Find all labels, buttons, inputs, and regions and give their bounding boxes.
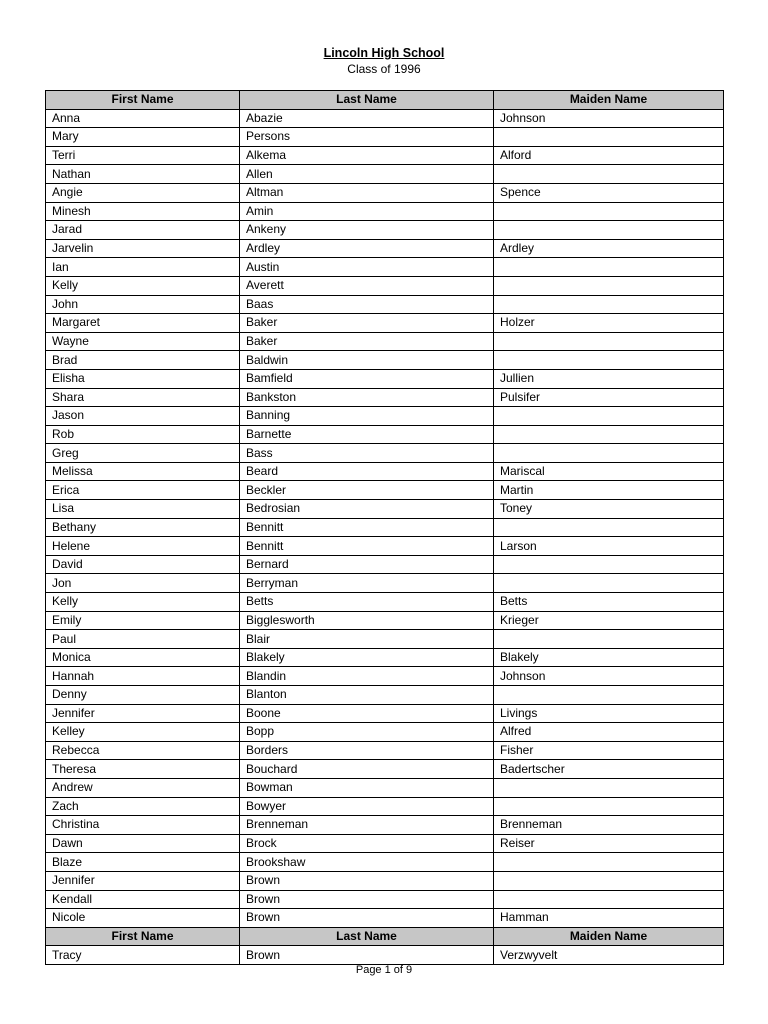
last-name-cell: Blair <box>240 630 494 649</box>
maiden-name-cell <box>494 425 724 444</box>
table-row <box>46 946 724 965</box>
maiden-name-cell: Betts <box>494 593 724 612</box>
maiden-name-cell: Livings <box>494 704 724 723</box>
header-last-name: Last Name <box>240 927 494 946</box>
first-name-cell: Terri <box>46 146 240 165</box>
last-name-cell: Baker <box>240 314 494 333</box>
table-row <box>46 890 724 909</box>
maiden-name-cell: Pulsifer <box>494 388 724 407</box>
last-name-cell: Bass <box>240 444 494 463</box>
last-name-cell: Baldwin <box>240 351 494 370</box>
last-name-cell: Bennitt <box>240 537 494 556</box>
maiden-name-cell <box>494 221 724 240</box>
last-name-cell: Bamfield <box>240 369 494 388</box>
maiden-name-cell <box>494 555 724 574</box>
first-name-cell: Andrew <box>46 778 240 797</box>
last-name-cell: Bouchard <box>240 760 494 779</box>
table-row <box>46 295 724 314</box>
maiden-name-cell <box>494 871 724 890</box>
maiden-name-cell: Badertscher <box>494 760 724 779</box>
first-name-cell: Jennifer <box>46 871 240 890</box>
maiden-name-cell: Jullien <box>494 369 724 388</box>
last-name-cell: Bernard <box>240 555 494 574</box>
table-row <box>46 667 724 686</box>
last-name-cell: Abazie <box>240 109 494 128</box>
first-name-cell: Zach <box>46 797 240 816</box>
maiden-name-cell: Blakely <box>494 648 724 667</box>
table-row <box>46 778 724 797</box>
first-name-cell: Rebecca <box>46 741 240 760</box>
roster-body <box>46 91 724 965</box>
table-row <box>46 202 724 221</box>
last-name-cell: Altman <box>240 183 494 202</box>
table-row <box>46 741 724 760</box>
maiden-name-cell <box>494 165 724 184</box>
last-name-cell: Beard <box>240 462 494 481</box>
table-row <box>46 314 724 333</box>
maiden-name-cell <box>494 128 724 147</box>
maiden-name-cell <box>494 630 724 649</box>
maiden-name-cell <box>494 518 724 537</box>
table-row <box>46 239 724 258</box>
last-name-cell: Brenneman <box>240 816 494 835</box>
first-name-cell: Jarvelin <box>46 239 240 258</box>
maiden-name-cell <box>494 778 724 797</box>
maiden-name-cell: Alford <box>494 146 724 165</box>
first-name-cell: Jon <box>46 574 240 593</box>
first-name-cell: Rob <box>46 425 240 444</box>
last-name-cell: Baas <box>240 295 494 314</box>
table-row <box>46 816 724 835</box>
maiden-name-cell: Johnson <box>494 109 724 128</box>
first-name-cell: Christina <box>46 816 240 835</box>
first-name-cell: Mary <box>46 128 240 147</box>
first-name-cell: Melissa <box>46 462 240 481</box>
first-name-cell: Margaret <box>46 314 240 333</box>
header-maiden-name: Maiden Name <box>494 91 724 110</box>
maiden-name-cell <box>494 797 724 816</box>
first-name-cell: Nathan <box>46 165 240 184</box>
maiden-name-cell: Martin <box>494 481 724 500</box>
maiden-name-cell: Brenneman <box>494 816 724 835</box>
page-footer: Page 1 of 9 <box>355 964 413 976</box>
table-row <box>46 686 724 705</box>
first-name-cell: Tracy <box>46 946 240 965</box>
maiden-name-cell: Larson <box>494 537 724 556</box>
table-row <box>46 165 724 184</box>
maiden-name-cell <box>494 686 724 705</box>
document-subtitle: Class of 1996 <box>347 62 421 76</box>
header-first-name: First Name <box>46 927 240 946</box>
maiden-name-cell: Hamman <box>494 909 724 928</box>
first-name-cell: Theresa <box>46 760 240 779</box>
first-name-cell: Bethany <box>46 518 240 537</box>
first-name-cell: Elisha <box>46 369 240 388</box>
maiden-name-cell: Johnson <box>494 667 724 686</box>
maiden-name-cell: Ardley <box>494 239 724 258</box>
maiden-name-cell <box>494 276 724 295</box>
first-name-cell: Jason <box>46 407 240 426</box>
header-last-name: Last Name <box>240 91 494 110</box>
table-row <box>46 574 724 593</box>
last-name-cell: Brock <box>240 834 494 853</box>
last-name-cell: Persons <box>240 128 494 147</box>
table-row <box>46 425 724 444</box>
table-header-row <box>46 91 724 110</box>
maiden-name-cell <box>494 351 724 370</box>
first-name-cell: Monica <box>46 648 240 667</box>
table-row <box>46 388 724 407</box>
first-name-cell: Blaze <box>46 853 240 872</box>
maiden-name-cell: Reiser <box>494 834 724 853</box>
table-row <box>46 258 724 277</box>
header-first-name: First Name <box>46 91 240 110</box>
last-name-cell: Blanton <box>240 686 494 705</box>
last-name-cell: Ankeny <box>240 221 494 240</box>
last-name-cell: Betts <box>240 593 494 612</box>
maiden-name-cell: Verzwyvelt <box>494 946 724 965</box>
table-header-row-repeat <box>46 927 724 946</box>
first-name-cell: Hannah <box>46 667 240 686</box>
last-name-cell: Brown <box>240 890 494 909</box>
first-name-cell: Nicole <box>46 909 240 928</box>
header-maiden-name: Maiden Name <box>494 927 724 946</box>
table-row <box>46 221 724 240</box>
table-row <box>46 444 724 463</box>
first-name-cell: Erica <box>46 481 240 500</box>
first-name-cell: Greg <box>46 444 240 463</box>
last-name-cell: Averett <box>240 276 494 295</box>
maiden-name-cell: Alfred <box>494 723 724 742</box>
table-row <box>46 332 724 351</box>
last-name-cell: Bowyer <box>240 797 494 816</box>
table-row <box>46 407 724 426</box>
last-name-cell: Blandin <box>240 667 494 686</box>
maiden-name-cell: Fisher <box>494 741 724 760</box>
last-name-cell: Beckler <box>240 481 494 500</box>
table-row <box>46 146 724 165</box>
first-name-cell: Minesh <box>46 202 240 221</box>
table-row <box>46 871 724 890</box>
last-name-cell: Bopp <box>240 723 494 742</box>
table-row <box>46 723 724 742</box>
last-name-cell: Banning <box>240 407 494 426</box>
table-row <box>46 128 724 147</box>
maiden-name-cell <box>494 890 724 909</box>
maiden-name-cell <box>494 332 724 351</box>
last-name-cell: Borders <box>240 741 494 760</box>
maiden-name-cell: Krieger <box>494 611 724 630</box>
maiden-name-cell <box>494 853 724 872</box>
last-name-cell: Berryman <box>240 574 494 593</box>
first-name-cell: Paul <box>46 630 240 649</box>
maiden-name-cell <box>494 407 724 426</box>
table-row <box>46 369 724 388</box>
first-name-cell: Kendall <box>46 890 240 909</box>
maiden-name-cell <box>494 295 724 314</box>
last-name-cell: Brookshaw <box>240 853 494 872</box>
table-row <box>46 351 724 370</box>
maiden-name-cell: Spence <box>494 183 724 202</box>
first-name-cell: Lisa <box>46 500 240 519</box>
table-row <box>46 704 724 723</box>
last-name-cell: Alkema <box>240 146 494 165</box>
maiden-name-cell <box>494 444 724 463</box>
table-row <box>46 183 724 202</box>
first-name-cell: Anna <box>46 109 240 128</box>
first-name-cell: John <box>46 295 240 314</box>
first-name-cell: Jennifer <box>46 704 240 723</box>
table-row <box>46 834 724 853</box>
last-name-cell: Brown <box>240 909 494 928</box>
maiden-name-cell <box>494 574 724 593</box>
last-name-cell: Blakely <box>240 648 494 667</box>
first-name-cell: Wayne <box>46 332 240 351</box>
maiden-name-cell <box>494 202 724 221</box>
table-row <box>46 481 724 500</box>
first-name-cell: Emily <box>46 611 240 630</box>
last-name-cell: Brown <box>240 946 494 965</box>
class-roster-table <box>45 90 724 965</box>
last-name-cell: Bennitt <box>240 518 494 537</box>
table-row <box>46 593 724 612</box>
table-row <box>46 760 724 779</box>
first-name-cell: Kelly <box>46 276 240 295</box>
last-name-cell: Allen <box>240 165 494 184</box>
last-name-cell: Baker <box>240 332 494 351</box>
table-row <box>46 909 724 928</box>
maiden-name-cell: Holzer <box>494 314 724 333</box>
table-row <box>46 630 724 649</box>
first-name-cell: Shara <box>46 388 240 407</box>
table-row <box>46 648 724 667</box>
first-name-cell: Brad <box>46 351 240 370</box>
table-row <box>46 109 724 128</box>
first-name-cell: Helene <box>46 537 240 556</box>
table-row <box>46 611 724 630</box>
table-row <box>46 276 724 295</box>
table-row <box>46 518 724 537</box>
first-name-cell: Dawn <box>46 834 240 853</box>
table-row <box>46 555 724 574</box>
last-name-cell: Bowman <box>240 778 494 797</box>
maiden-name-cell <box>494 258 724 277</box>
first-name-cell: Ian <box>46 258 240 277</box>
first-name-cell: Angie <box>46 183 240 202</box>
last-name-cell: Boone <box>240 704 494 723</box>
last-name-cell: Bigglesworth <box>240 611 494 630</box>
first-name-cell: Jarad <box>46 221 240 240</box>
maiden-name-cell: Mariscal <box>494 462 724 481</box>
last-name-cell: Ardley <box>240 239 494 258</box>
last-name-cell: Austin <box>240 258 494 277</box>
table-row <box>46 797 724 816</box>
table-row <box>46 853 724 872</box>
last-name-cell: Brown <box>240 871 494 890</box>
table-row <box>46 462 724 481</box>
first-name-cell: Kelly <box>46 593 240 612</box>
last-name-cell: Bedrosian <box>240 500 494 519</box>
first-name-cell: Kelley <box>46 723 240 742</box>
table-row <box>46 500 724 519</box>
document-title: Lincoln High School <box>323 46 445 60</box>
maiden-name-cell: Toney <box>494 500 724 519</box>
last-name-cell: Bankston <box>240 388 494 407</box>
last-name-cell: Barnette <box>240 425 494 444</box>
last-name-cell: Amin <box>240 202 494 221</box>
first-name-cell: Denny <box>46 686 240 705</box>
first-name-cell: David <box>46 555 240 574</box>
table-row <box>46 537 724 556</box>
